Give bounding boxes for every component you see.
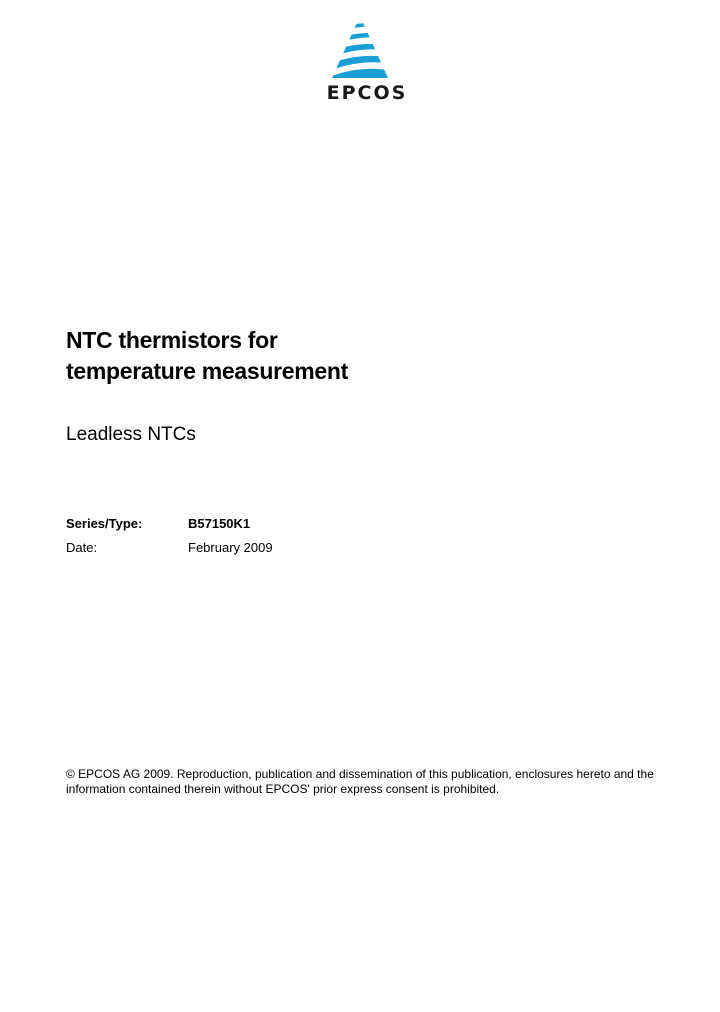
date-value: February 2009 bbox=[188, 540, 273, 555]
epcos-triangle-icon bbox=[332, 16, 388, 78]
series-value: B57150K1 bbox=[188, 516, 251, 531]
title-line-1: NTC thermistors for bbox=[66, 327, 278, 353]
copyright-notice bbox=[66, 767, 666, 797]
epcos-wordmark: EPCOS bbox=[326, 82, 408, 104]
copyright-line-1: © EPCOS AG 2009. Reproduction, publication and dissemination of this publication, enclosures hereto and the bbox=[66, 767, 654, 781]
title-line-2: temperature measurement bbox=[66, 358, 348, 384]
document-subtitle: Leadless NTCs bbox=[66, 424, 196, 445]
copyright-line-2: information contained therein without EPCOS' prior express consent is prohibited. bbox=[66, 782, 500, 796]
date-label: Date: bbox=[66, 540, 98, 555]
series-label: Series/Type: bbox=[66, 516, 143, 531]
epcos-logo bbox=[316, 14, 416, 106]
document-title bbox=[66, 325, 348, 387]
